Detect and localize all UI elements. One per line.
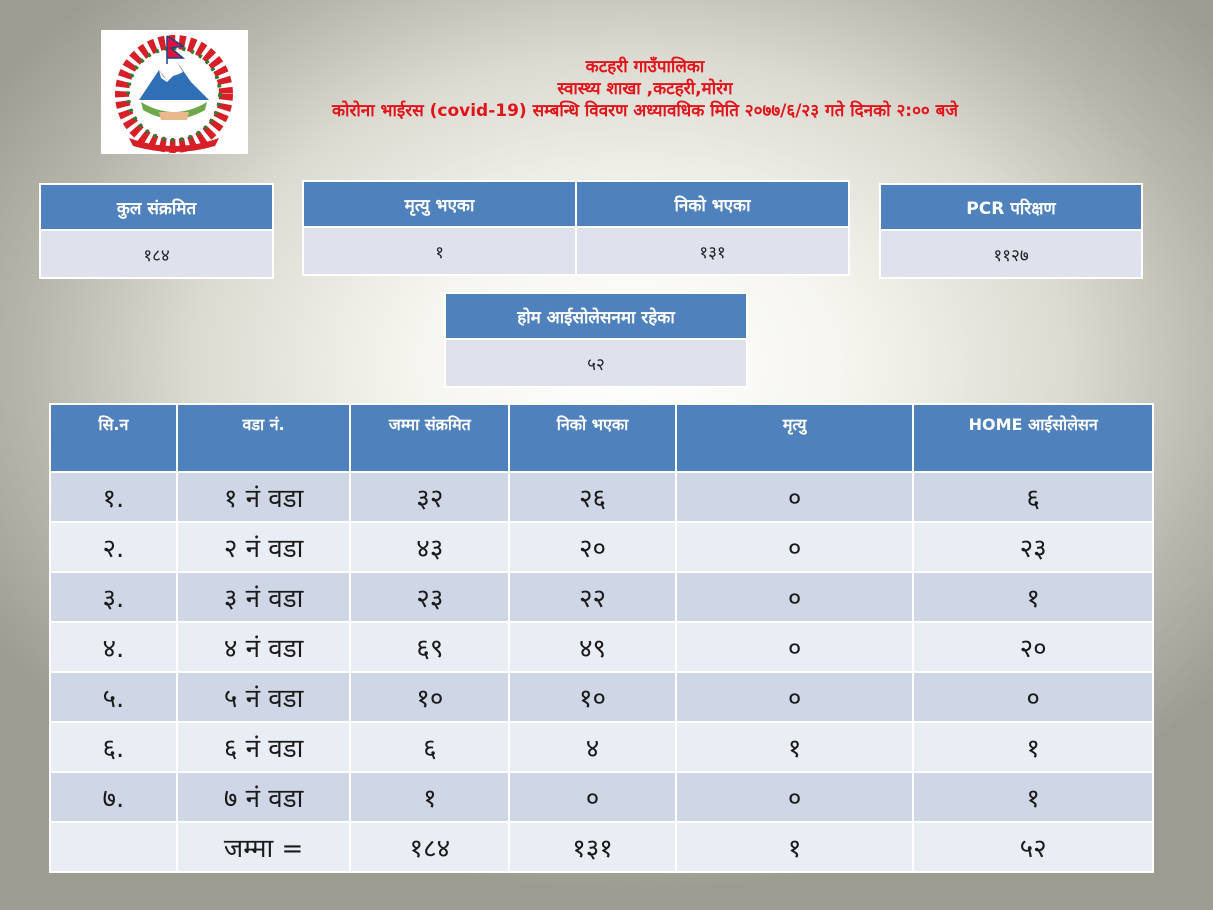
table-row	[50, 722, 1153, 772]
total-infected-box	[39, 183, 274, 279]
cell: ६.	[50, 722, 177, 772]
col-home-isolation: HOME आईसोलेसन	[913, 404, 1153, 472]
cell: २ नं वडा	[177, 522, 351, 572]
cell: ६९	[350, 622, 509, 672]
emblem-icon	[101, 30, 248, 154]
total-label: जम्मा =	[177, 822, 351, 872]
recovered-value: १३१	[576, 227, 849, 275]
home-isolation-label: होम आईसोलेसनमा रहेका	[445, 293, 747, 339]
cell: ७ नं वडा	[177, 772, 351, 822]
cell: ६	[913, 472, 1153, 522]
cell: ४.	[50, 622, 177, 672]
col-ward: वडा नं.	[177, 404, 351, 472]
cell: १	[676, 722, 913, 772]
cell: ७.	[50, 772, 177, 822]
cell: ०	[913, 672, 1153, 722]
cell: ३२	[350, 472, 509, 522]
health-branch-title: स्वास्थ्य शाखा ,कटहरी,मोरंग	[557, 79, 733, 99]
total-recovered: १३१	[509, 822, 676, 872]
cell: ५.	[50, 672, 177, 722]
cell: ४३	[350, 522, 509, 572]
cell: ३ नं वडा	[177, 572, 351, 622]
cell: ६ नं वडा	[177, 722, 351, 772]
cell	[50, 822, 177, 872]
table-row	[50, 522, 1153, 572]
col-infected: जम्मा संक्रमित	[350, 404, 509, 472]
cell: १	[913, 572, 1153, 622]
total-home-isolation: ५२	[913, 822, 1153, 872]
table-row	[50, 772, 1153, 822]
col-deaths: मृत्यु	[676, 404, 913, 472]
home-isolation-value: ५२	[445, 339, 747, 387]
table-row	[50, 672, 1153, 722]
pcr-label: PCR परिक्षण	[880, 184, 1142, 230]
pcr-value: ११२७	[880, 230, 1142, 278]
report-title: कोरोना भाईरस (covid-19) सम्बन्धि विवरण अध्यावधिक मिति २०७७/६/२३ गते दिनको २:०० बजे	[331, 101, 959, 121]
total-deaths: १	[676, 822, 913, 872]
cell: ०	[676, 622, 913, 672]
cell: २३	[913, 522, 1153, 572]
cell: ४ नं वडा	[177, 622, 351, 672]
cell: १.	[50, 472, 177, 522]
table-row	[50, 622, 1153, 672]
recovered-label: निको भएका	[576, 181, 849, 227]
cell: २.	[50, 522, 177, 572]
pcr-box	[879, 183, 1143, 279]
cell: २०	[509, 522, 676, 572]
ward-table-header	[50, 404, 1153, 472]
cell: ६	[350, 722, 509, 772]
municipality-title: कटहरी गाउँपालिका	[585, 57, 705, 77]
cell: २०	[913, 622, 1153, 672]
cell: ४	[509, 722, 676, 772]
cell: ०	[509, 772, 676, 822]
cell: १	[350, 772, 509, 822]
page-header	[230, 56, 1060, 122]
cell: १	[913, 722, 1153, 772]
cell: ४९	[509, 622, 676, 672]
total-row	[50, 822, 1153, 872]
total-infected-value: १८४	[40, 230, 273, 278]
cell: ०	[676, 472, 913, 522]
cell: २३	[350, 572, 509, 622]
cell: ३.	[50, 572, 177, 622]
total-infected: १८४	[350, 822, 509, 872]
cell: १०	[350, 672, 509, 722]
table-row	[50, 572, 1153, 622]
nepal-emblem	[101, 30, 248, 154]
cell: ५ नं वडा	[177, 672, 351, 722]
cell: ०	[676, 672, 913, 722]
deaths-label: मृत्यु भएका	[303, 181, 576, 227]
cell: २२	[509, 572, 676, 622]
deaths-recovered-box	[302, 180, 850, 276]
total-infected-label: कुल संक्रमित	[40, 184, 273, 230]
cell: ०	[676, 572, 913, 622]
deaths-value: १	[303, 227, 576, 275]
cell: १	[913, 772, 1153, 822]
col-recovered: निको भएका	[509, 404, 676, 472]
home-isolation-box	[444, 292, 748, 388]
cell: ०	[676, 772, 913, 822]
ward-table	[49, 403, 1154, 873]
table-row	[50, 472, 1153, 522]
cell: १०	[509, 672, 676, 722]
cell: ०	[676, 522, 913, 572]
cell: २६	[509, 472, 676, 522]
col-serial: सि.न	[50, 404, 177, 472]
cell: १ नं वडा	[177, 472, 351, 522]
